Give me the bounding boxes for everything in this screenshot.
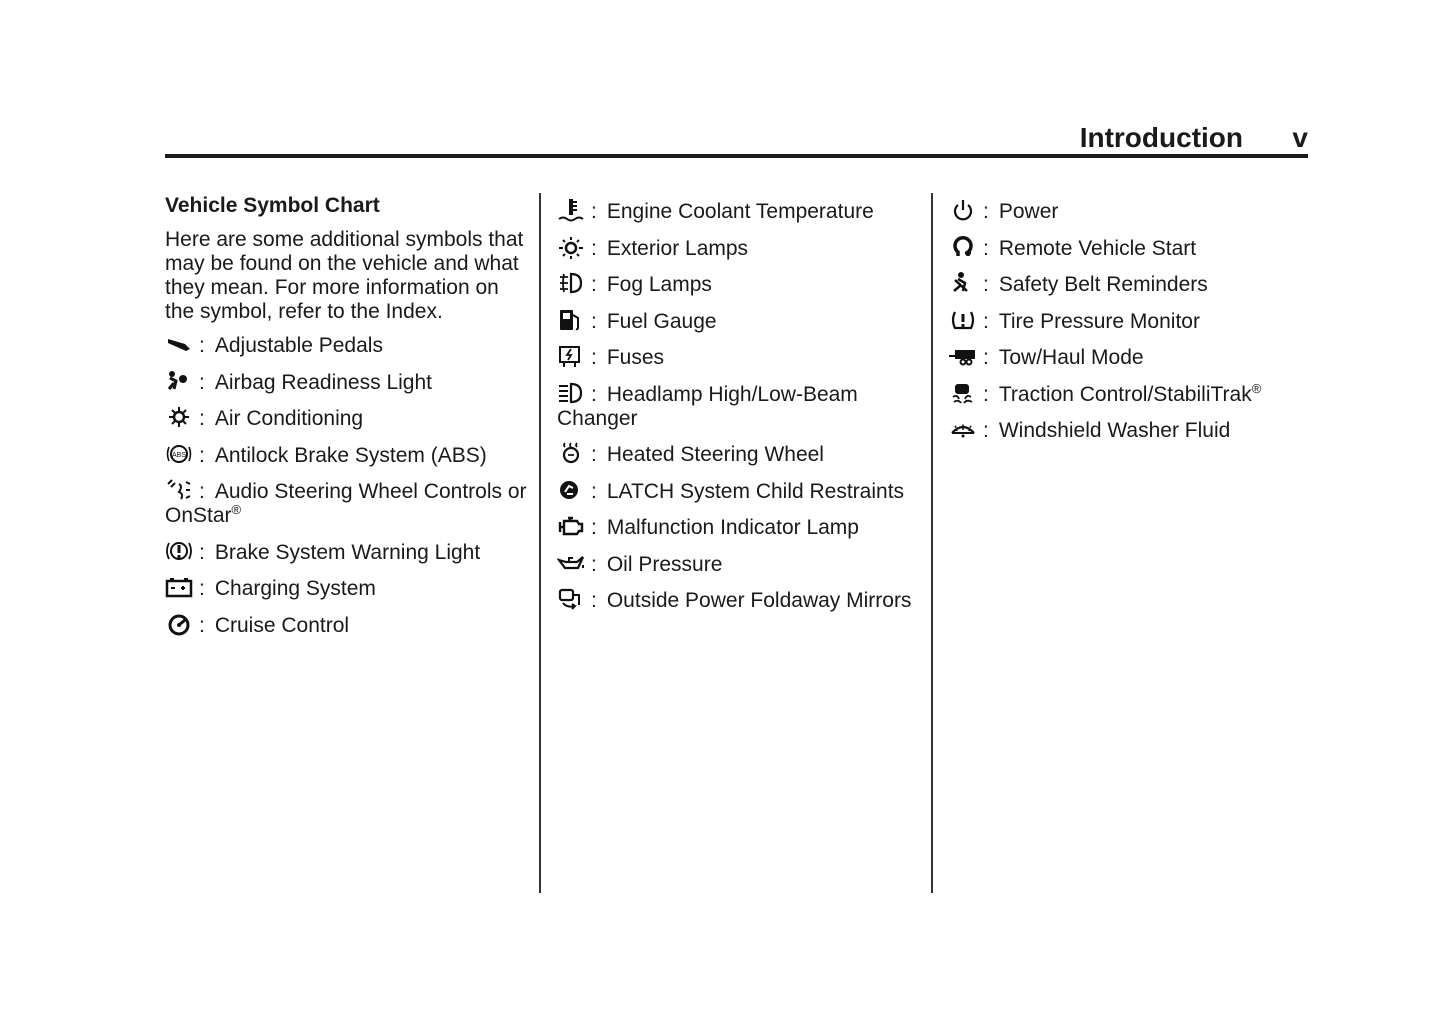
symbol-entry xyxy=(557,235,922,261)
symbol-separator: : xyxy=(591,516,597,539)
symbol-entry xyxy=(557,381,922,431)
symbol-entry xyxy=(165,369,530,395)
washer-fluid-icon xyxy=(949,417,977,441)
symbol-separator: : xyxy=(983,236,989,260)
symbol-separator: : xyxy=(591,443,597,466)
symbol-label: Brake System Warning Light xyxy=(214,540,481,564)
symbol-separator: : xyxy=(983,419,989,442)
symbol-entry xyxy=(557,198,922,224)
column-1 xyxy=(165,190,530,648)
symbol-separator: : xyxy=(591,200,597,223)
symbol-separator: : xyxy=(591,346,597,369)
symbol-entry xyxy=(949,235,1314,261)
symbol-separator: : xyxy=(199,370,205,394)
symbol-entry xyxy=(949,344,1314,370)
tire-pressure-icon xyxy=(949,308,977,332)
symbol-separator: : xyxy=(591,236,597,260)
symbol-separator: : xyxy=(591,589,597,612)
symbol-label: Traction Control/StabiliTrak xyxy=(998,382,1252,406)
symbol-entry xyxy=(165,442,530,468)
trailer-icon xyxy=(949,344,977,368)
chapter-title: Introduction xyxy=(1079,122,1243,153)
fuse-icon xyxy=(557,344,585,368)
coolant-temperature-icon xyxy=(557,198,585,222)
symbol-label: Engine Coolant Temperature xyxy=(606,200,874,223)
page-number: v xyxy=(1292,122,1308,153)
heated-steering-wheel-icon xyxy=(557,441,585,465)
symbol-separator: : xyxy=(199,577,205,600)
column-divider xyxy=(539,193,541,893)
symbol-entry xyxy=(165,539,530,565)
symbol-label: Antilock Brake System (ABS) xyxy=(214,443,487,467)
symbol-separator: : xyxy=(983,382,989,406)
latch-child-seat-icon xyxy=(557,478,585,502)
section-title: Vehicle Symbol Chart xyxy=(165,194,380,217)
symbol-separator: : xyxy=(591,382,597,406)
cruise-control-icon xyxy=(165,612,193,636)
symbol-entry xyxy=(557,478,922,504)
abs-icon xyxy=(165,442,193,466)
registered-mark: ® xyxy=(1251,380,1262,396)
symbol-label: Audio Steering Wheel Controls or OnStar xyxy=(165,480,527,527)
symbol-separator: : xyxy=(199,407,205,430)
airbag-icon xyxy=(165,369,193,393)
symbol-entry xyxy=(557,514,922,540)
column-3 xyxy=(949,190,1314,454)
symbol-entry xyxy=(557,587,922,613)
header-rule xyxy=(165,154,1308,158)
symbol-separator: : xyxy=(199,613,205,637)
symbol-entry xyxy=(165,405,530,431)
symbol-label: Windshield Washer Fluid xyxy=(998,419,1231,442)
symbol-separator: : xyxy=(591,552,597,576)
symbol-label: Fuses xyxy=(606,346,665,369)
symbol-label: Cruise Control xyxy=(214,613,350,637)
symbol-separator: : xyxy=(199,443,205,467)
battery-icon xyxy=(165,575,193,599)
exterior-lamps-icon xyxy=(557,235,585,259)
section-intro: Here are some additional symbols that may be found on the vehicle and what they mean. For more information on the symbol, refer to the Index. xyxy=(165,228,524,323)
fog-lamps-icon xyxy=(557,271,585,295)
symbol-label: Power xyxy=(998,200,1059,223)
folding-mirror-icon xyxy=(557,587,585,611)
fuel-pump-icon xyxy=(557,308,585,332)
symbol-entry xyxy=(165,332,530,358)
symbol-separator: : xyxy=(983,200,989,223)
symbol-entry xyxy=(557,344,922,370)
svg-text:ABS: ABS xyxy=(171,451,187,459)
symbol-separator: : xyxy=(199,480,205,503)
page-header xyxy=(165,118,1308,158)
symbol-entry xyxy=(165,575,530,601)
adjustable-pedals-icon xyxy=(165,332,193,356)
symbol-separator: : xyxy=(983,273,989,296)
symbol-label: Air Conditioning xyxy=(214,407,364,430)
registered-mark: ® xyxy=(231,502,242,517)
symbol-entry xyxy=(557,441,922,467)
symbol-label: Malfunction Indicator Lamp xyxy=(606,516,859,539)
symbol-entry xyxy=(165,478,530,528)
audio-steering-controls-icon xyxy=(165,478,193,502)
traction-control-icon xyxy=(949,381,977,405)
symbol-label: Airbag Readiness Light xyxy=(214,370,432,394)
symbol-entry xyxy=(949,417,1314,443)
symbol-label: Remote Vehicle Start xyxy=(998,236,1197,260)
oil-can-icon xyxy=(557,551,585,575)
symbol-label: Fuel Gauge xyxy=(606,309,717,333)
headlamp-icon xyxy=(557,381,585,405)
column-divider xyxy=(931,193,933,893)
symbol-label: Headlamp High/Low-Beam Changer xyxy=(557,382,858,430)
symbol-entry xyxy=(949,271,1314,297)
symbol-separator: : xyxy=(591,309,597,333)
symbol-label: Outside Power Foldaway Mirrors xyxy=(606,589,912,612)
symbol-separator: : xyxy=(199,334,205,357)
symbol-label: Exterior Lamps xyxy=(606,236,749,260)
symbol-label: Tire Pressure Monitor xyxy=(998,309,1200,333)
symbol-separator: : xyxy=(591,273,597,296)
symbol-entry xyxy=(557,271,922,297)
symbol-separator: : xyxy=(591,479,597,503)
symbol-label: Oil Pressure xyxy=(606,552,723,576)
symbol-separator: : xyxy=(983,309,989,333)
symbol-label: Charging System xyxy=(214,577,376,600)
symbol-entry xyxy=(949,381,1314,407)
symbol-label: Safety Belt Reminders xyxy=(998,273,1208,296)
symbol-entry xyxy=(165,612,530,638)
column-2 xyxy=(557,190,922,624)
symbol-label: Adjustable Pedals xyxy=(214,334,383,357)
symbol-entry xyxy=(557,551,922,577)
brake-warning-icon xyxy=(165,539,193,563)
symbol-entry xyxy=(557,308,922,334)
symbol-entry xyxy=(949,308,1314,334)
symbol-separator: : xyxy=(199,540,205,564)
air-conditioning-icon xyxy=(165,405,193,429)
symbol-label: Tow/Haul Mode xyxy=(998,346,1144,369)
symbol-label: LATCH System Child Restraints xyxy=(606,479,905,503)
symbol-separator: : xyxy=(983,346,989,369)
symbol-label: Heated Steering Wheel xyxy=(606,443,824,466)
symbol-entry xyxy=(949,198,1314,224)
symbol-label: Fog Lamps xyxy=(606,273,712,296)
engine-icon xyxy=(557,514,585,538)
power-icon xyxy=(949,198,977,222)
remote-start-icon xyxy=(949,235,977,259)
seat-belt-icon xyxy=(949,271,977,295)
